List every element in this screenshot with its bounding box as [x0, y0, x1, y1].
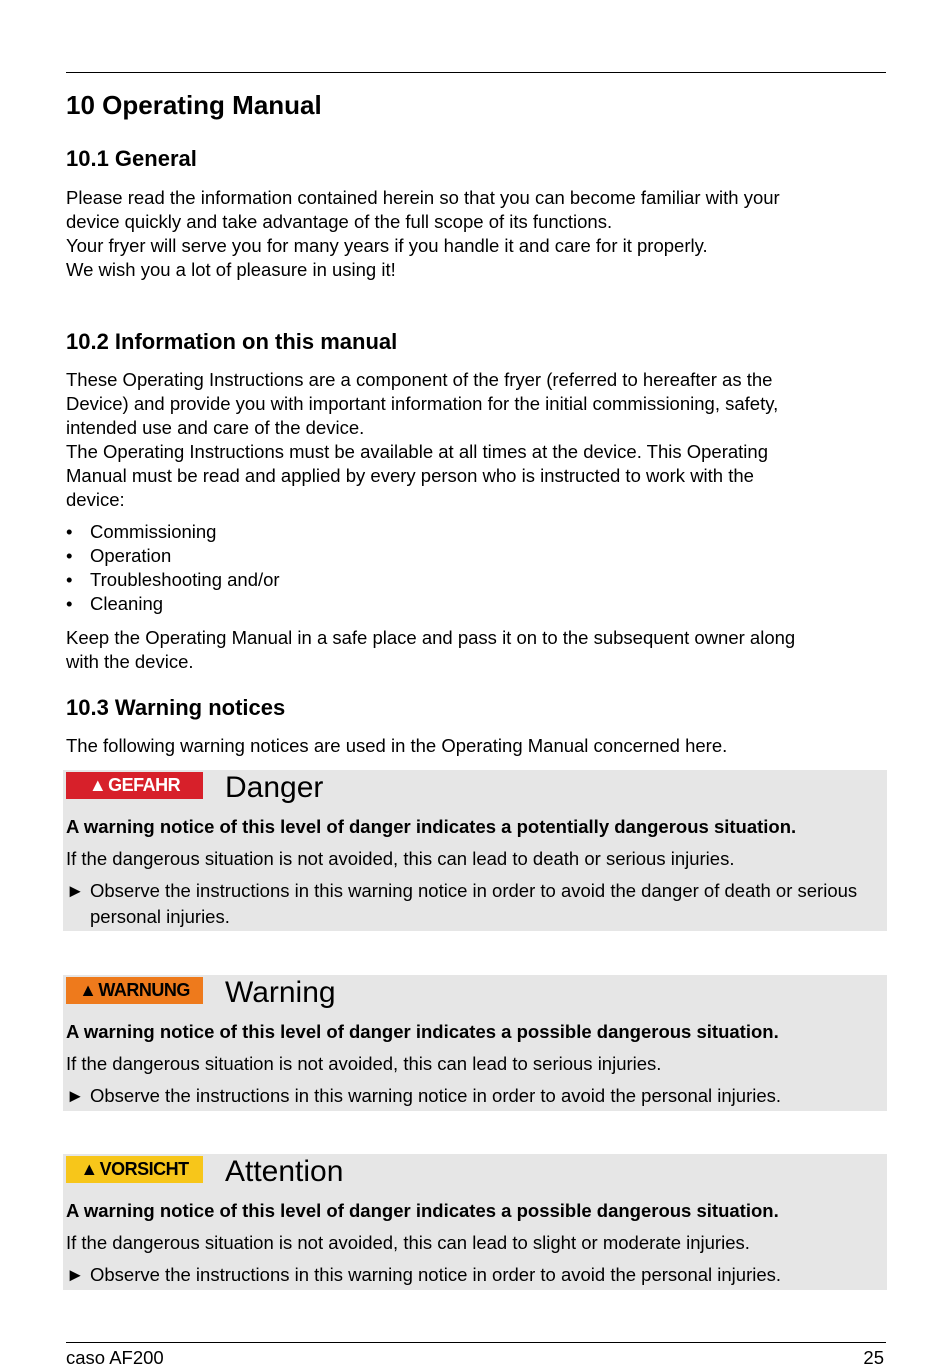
- warnings-intro: The following warning notices are used in the Operating Manual concerned here.: [66, 735, 728, 756]
- footer-model: caso AF200: [66, 1347, 164, 1368]
- general-paragraph: [66, 186, 886, 282]
- header-rule: [66, 72, 886, 73]
- caution-badge: [66, 1156, 203, 1183]
- footer-rule: [66, 1342, 886, 1343]
- notice-title: Danger: [225, 771, 324, 804]
- chapter-title: 10 Operating Manual: [66, 90, 322, 120]
- warning-triangle-icon: ▲: [88, 775, 107, 795]
- text-line: The Operating Instructions must be available at all times at the device. This Operating: [66, 441, 768, 462]
- warning-triangle-icon: ▲: [80, 1159, 98, 1179]
- notice-text: If the dangerous situation is not avoided, this can lead to slight or moderate injuries.: [66, 1232, 750, 1253]
- text-line: with the device.: [66, 651, 194, 672]
- warning-badge: [66, 977, 203, 1004]
- list-item: • Cleaning: [66, 592, 280, 616]
- task-list: [66, 520, 280, 616]
- notice-attention: [63, 1154, 887, 1290]
- text-line: Device) and provide you with important information for the initial commissioning, safety,: [66, 393, 779, 414]
- notice-lead: A warning notice of this level of danger indicates a possible dangerous situation.: [66, 1200, 779, 1221]
- notice-danger: [63, 770, 887, 931]
- arrow-right-icon: ►: [66, 1264, 85, 1285]
- notice-title: Attention: [225, 1155, 344, 1188]
- text-line: device quickly and take advantage of the full scope of its functions.: [66, 211, 613, 232]
- badge-label: WARNUNG: [98, 980, 190, 1000]
- text-line: We wish you a lot of pleasure in using it!: [66, 259, 396, 280]
- list-item: • Operation: [66, 544, 280, 568]
- notice-warning: [63, 975, 887, 1111]
- instruction-text: Observe the instructions in this warning notice in order to avoid the danger of death or serious personal injuries.: [90, 880, 858, 927]
- text-line: Keep the Operating Manual in a safe place and pass it on to the subsequent owner along: [66, 627, 796, 648]
- danger-badge: [66, 772, 203, 799]
- badge-label: VORSICHT: [99, 1159, 189, 1179]
- text-line: Please read the information contained herein so that you can become familiar with your: [66, 187, 780, 208]
- instruction-text: Observe the instructions in this warning notice in order to avoid the personal injuries.: [90, 1264, 782, 1285]
- notice-instruction: [66, 878, 881, 930]
- notice-lead: A warning notice of this level of danger indicates a possible dangerous situation.: [66, 1021, 779, 1042]
- text-line: intended use and care of the device.: [66, 417, 365, 438]
- notice-lead: A warning notice of this level of danger indicates a potentially dangerous situation.: [66, 816, 797, 837]
- text-line: Manual must be read and applied by every person who is instructed to work with the: [66, 465, 754, 486]
- notice-text: If the dangerous situation is not avoided, this can lead to death or serious injuries.: [66, 848, 735, 869]
- text-line: These Operating Instructions are a component of the fryer (referred to hereafter as the: [66, 369, 773, 390]
- notice-instruction: [66, 1083, 881, 1109]
- notice-instruction: [66, 1262, 881, 1288]
- section-heading-warnings: 10.3 Warning notices: [66, 695, 286, 720]
- text-line: Your fryer will serve you for many years if you handle it and care for it properly.: [66, 235, 708, 256]
- info-paragraph: [66, 368, 886, 512]
- arrow-right-icon: ►: [66, 880, 85, 901]
- closing-paragraph: [66, 626, 886, 674]
- page-number: 25: [863, 1347, 884, 1368]
- notice-title: Warning: [225, 976, 336, 1009]
- badge-label: GEFAHR: [108, 775, 181, 795]
- text-line: device:: [66, 489, 125, 510]
- instruction-text: Observe the instructions in this warning notice in order to avoid the personal injuries.: [90, 1085, 782, 1106]
- list-item: • Troubleshooting and/or: [66, 568, 280, 592]
- warning-triangle-icon: ▲: [79, 980, 97, 1000]
- notice-text: If the dangerous situation is not avoided, this can lead to serious injuries.: [66, 1053, 662, 1074]
- list-item: • Commissioning: [66, 520, 280, 544]
- arrow-right-icon: ►: [66, 1085, 85, 1106]
- section-heading-general: 10.1 General: [66, 146, 197, 171]
- section-heading-info: 10.2 Information on this manual: [66, 329, 398, 354]
